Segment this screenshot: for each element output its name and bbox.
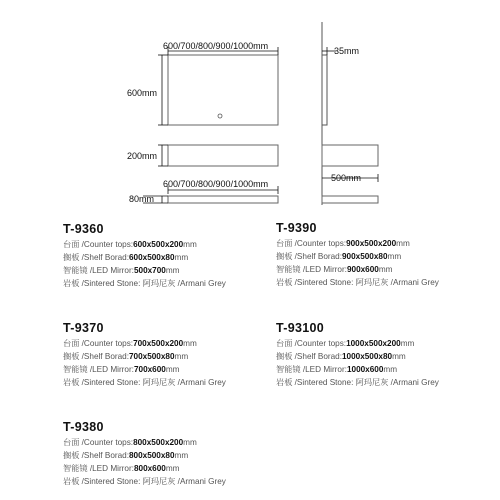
- product-spec-t93100: [276, 321, 491, 389]
- shelf-spec: [63, 449, 278, 462]
- product-code: T-9390: [276, 221, 317, 235]
- product-code: T-9370: [63, 321, 104, 335]
- mirror-depth-label: 35mm: [334, 46, 360, 56]
- shelf-spec-label: 搁板 /Shelf Borad:: [63, 352, 129, 361]
- counter-front-view: [168, 145, 278, 166]
- product-code: T-93100: [276, 321, 324, 335]
- product-spec-t9390: [276, 221, 491, 289]
- shelf-spec-value: 700x500x80: [128, 352, 175, 361]
- stone-spec-label: 岩板 /Sintered Stone: 阿玛尼灰 /Armani Grey: [63, 279, 226, 288]
- product-spec-t9360: [63, 222, 278, 290]
- mirror-spec-value: 1000x600: [346, 365, 384, 374]
- mirror-spec-label: 智能镜 /LED Mirror:: [276, 365, 347, 374]
- mirror-spec-value: 500x700: [133, 266, 166, 275]
- counter-spec-label: 台面 /Counter tops:: [63, 339, 134, 348]
- product-spec-t9370: [63, 321, 278, 389]
- shelf-side-view: [322, 196, 378, 203]
- mirror-spec-label: 智能镜 /LED Mirror:: [63, 464, 134, 473]
- shelf-spec-unit: mm: [174, 451, 189, 460]
- stone-spec-label: 岩板 /Sintered Stone: 阿玛尼灰 /Armani Grey: [63, 378, 226, 387]
- mirror-spec-unit: mm: [165, 464, 180, 473]
- counter-side-view: [322, 145, 378, 166]
- stone-spec: [63, 376, 278, 389]
- stone-spec-label: 岩板 /Sintered Stone: 阿玛尼灰 /Armani Grey: [276, 278, 439, 287]
- mirror-sensor-icon: [218, 114, 222, 118]
- counter-depth-label: 500mm: [331, 173, 362, 183]
- counter-spec-label: 台面 /Counter tops:: [63, 438, 134, 447]
- mirror-side-view: [322, 55, 327, 125]
- shelf-spec-label: 搁板 /Shelf Borad:: [276, 252, 342, 261]
- shelf-spec-value: 1000x500x80: [341, 352, 393, 361]
- product-code: T-9360: [63, 222, 104, 236]
- mirror-spec-value: 800x600: [133, 464, 166, 473]
- shelf-spec-label: 搁板 /Shelf Borad:: [276, 352, 342, 361]
- counter-spec: [276, 337, 491, 350]
- mirror-spec: [63, 264, 278, 277]
- shelf-spec-label: 搁板 /Shelf Borad:: [63, 451, 129, 460]
- mirror-spec: [276, 363, 491, 376]
- mirror-spec-unit: mm: [383, 365, 398, 374]
- counter-spec: [63, 436, 278, 449]
- shelf-width-label: 600/700/800/900/1000mm: [163, 179, 269, 189]
- mirror-spec: [63, 363, 278, 376]
- counter-height-label: 200mm: [127, 151, 158, 161]
- counter-spec-label: 台面 /Counter tops:: [276, 339, 347, 348]
- counter-spec-unit: mm: [183, 438, 197, 447]
- stone-spec-label: 岩板 /Sintered Stone: 阿玛尼灰 /Armani Grey: [63, 477, 226, 486]
- mirror-spec: [276, 263, 491, 276]
- shelf-height-label: 80mm: [129, 194, 155, 204]
- product-spec-t9380: [63, 420, 278, 488]
- counter-spec: [276, 237, 491, 250]
- stone-spec: [63, 277, 278, 290]
- shelf-spec: [276, 350, 491, 363]
- shelf-spec: [63, 251, 278, 264]
- stone-spec-label: 岩板 /Sintered Stone: 阿玛尼灰 /Armani Grey: [276, 378, 439, 387]
- shelf-spec-unit: mm: [387, 252, 402, 261]
- counter-spec-unit: mm: [400, 339, 415, 348]
- shelf-spec-label: 搁板 /Shelf Borad:: [63, 253, 129, 262]
- mirror-spec-unit: mm: [378, 265, 393, 274]
- mirror-spec-label: 智能镜 /LED Mirror:: [63, 266, 134, 275]
- counter-spec-label: 台面 /Counter tops:: [276, 239, 347, 248]
- stone-spec: [63, 475, 278, 488]
- counter-spec-value: 1000x500x200: [346, 339, 401, 348]
- product-code: T-9380: [63, 420, 104, 434]
- shelf-spec-value: 800x500x80: [128, 451, 175, 460]
- mirror-height-label: 600mm: [127, 88, 158, 98]
- mirror-width-label: 600/700/800/900/1000mm: [163, 41, 269, 51]
- shelf-spec-value: 600x500x80: [128, 253, 175, 262]
- shelf-spec-unit: mm: [392, 352, 406, 361]
- mirror-spec-value: 700x600: [133, 365, 166, 374]
- mirror-spec-unit: mm: [165, 365, 180, 374]
- shelf-spec-unit: mm: [174, 253, 189, 262]
- shelf-spec: [276, 250, 491, 263]
- counter-spec-value: 800x500x200: [133, 438, 184, 447]
- counter-spec-unit: mm: [396, 239, 410, 248]
- shelf-front-view: [168, 196, 278, 203]
- counter-spec-value: 900x500x200: [346, 239, 397, 248]
- counter-spec-label: 台面 /Counter tops:: [63, 240, 134, 249]
- counter-spec-unit: mm: [183, 240, 197, 249]
- mirror-spec-unit: mm: [165, 266, 180, 275]
- counter-spec-value: 700x500x200: [133, 339, 184, 348]
- counter-spec-unit: mm: [183, 339, 197, 348]
- mirror-spec-value: 900x600: [346, 265, 379, 274]
- mirror-spec-label: 智能镜 /LED Mirror:: [276, 265, 347, 274]
- shelf-spec-value: 900x500x80: [341, 252, 388, 261]
- shelf-spec-unit: mm: [174, 352, 189, 361]
- stone-spec: [276, 376, 491, 389]
- mirror-spec-label: 智能镜 /LED Mirror:: [63, 365, 134, 374]
- mirror-front-view: [168, 55, 278, 125]
- stone-spec: [276, 276, 491, 289]
- counter-spec-value: 600x500x200: [133, 240, 184, 249]
- shelf-spec: [63, 350, 278, 363]
- dimension-drawing: [0, 0, 500, 215]
- mirror-spec: [63, 462, 278, 475]
- counter-spec: [63, 337, 278, 350]
- counter-spec: [63, 238, 278, 251]
